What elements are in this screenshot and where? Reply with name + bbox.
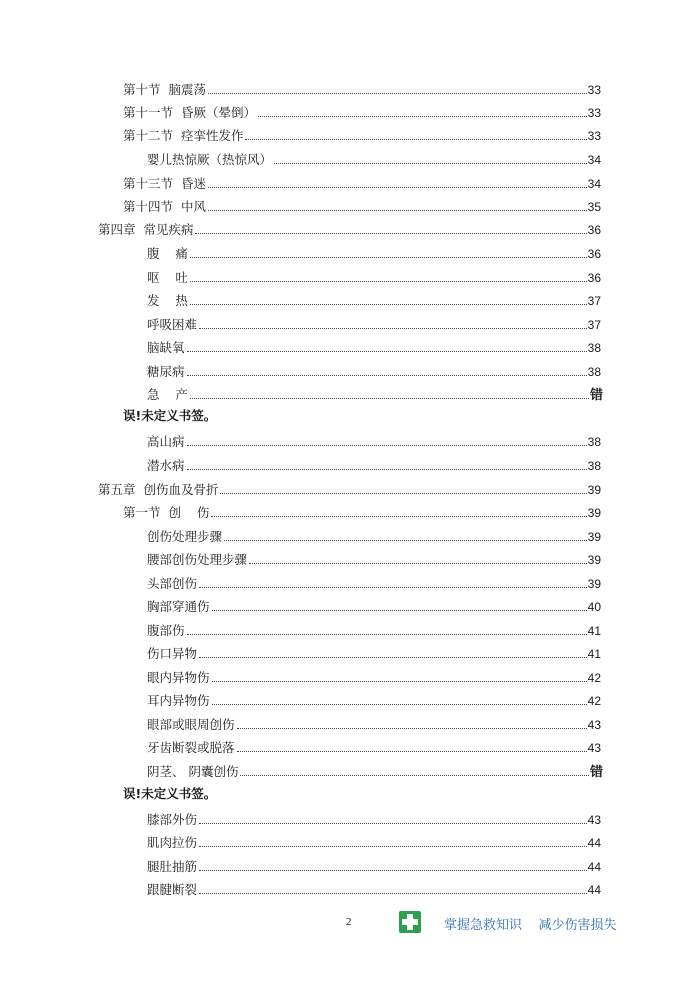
toc-entry-page: 39	[587, 553, 601, 567]
toc-entry[interactable]	[147, 289, 601, 309]
toc-entry-label: 牙齿断裂或脱落	[147, 740, 235, 755]
leader-dots	[199, 586, 587, 588]
toc-entry-page: 37	[587, 318, 601, 332]
leader-dots	[199, 656, 587, 658]
leader-dots	[187, 374, 587, 376]
toc-entry-page: 39	[587, 577, 601, 591]
toc-entry-label: 耳内异物伤	[147, 693, 210, 708]
toc-entry-page: 33	[587, 129, 601, 143]
toc-entry[interactable]	[123, 172, 601, 192]
toc-entry-label: 第五章 创伤血及骨折	[98, 482, 219, 497]
toc-entry-page: 43	[587, 741, 601, 755]
toc-entry-page: 34	[587, 177, 601, 191]
leader-dots	[211, 515, 586, 517]
leader-dots	[199, 327, 587, 329]
toc-entry-label: 潜水病	[147, 458, 185, 473]
page-number: 2	[346, 916, 352, 928]
toc-entry-label: 第十节 脑震荡	[123, 82, 206, 97]
toc-entry-label: 发 热	[147, 293, 188, 308]
leader-dots	[274, 162, 587, 164]
leader-dots	[187, 444, 587, 446]
toc-entry-page: 33	[587, 83, 601, 97]
toc-entry-page: 错	[589, 387, 603, 402]
toc-entry-page: 36	[587, 223, 601, 237]
toc-entry[interactable]	[147, 383, 603, 403]
bookmark-error-text: 误!未定义书签。	[123, 408, 217, 423]
toc-entry-page: 44	[587, 883, 601, 897]
toc-entry[interactable]	[147, 360, 601, 380]
toc-entry[interactable]	[147, 148, 601, 168]
toc-entry-label: 第十一节 昏厥（晕倒）	[123, 105, 256, 120]
toc-entry-label: 腹 痛	[147, 246, 188, 261]
toc-entry-page: 44	[587, 836, 601, 850]
leader-dots	[240, 774, 589, 776]
toc-entry-page: 38	[587, 435, 601, 449]
toc-entry-label: 呕 吐	[147, 270, 188, 285]
toc-entry-page: 35	[587, 200, 601, 214]
leader-dots	[190, 256, 587, 258]
leader-dots	[208, 209, 587, 211]
toc-entry-page: 36	[587, 271, 601, 285]
leader-dots	[199, 869, 587, 871]
toc-entry-label: 创伤处理步骤	[147, 529, 223, 544]
leader-dots	[190, 280, 587, 282]
toc-entry[interactable]	[147, 548, 601, 568]
toc-entry-label: 伤口异物	[147, 646, 198, 661]
toc-entry-page: 43	[587, 813, 601, 827]
toc-entry-label: 呼吸困难	[147, 317, 198, 332]
toc-entry[interactable]	[147, 572, 601, 592]
toc-entry[interactable]	[147, 878, 601, 898]
leader-dots	[258, 115, 587, 117]
toc-entry[interactable]	[147, 336, 601, 356]
toc-entry[interactable]	[147, 808, 601, 828]
toc-entry-label: 第一节 创 伤	[123, 505, 210, 520]
toc-entry-label: 第四章 常见疾病	[98, 222, 194, 237]
toc-entry[interactable]	[147, 689, 601, 709]
leader-dots	[190, 397, 589, 399]
toc-entry-label: 第十三节 昏迷	[123, 176, 206, 191]
toc-entry[interactable]	[98, 478, 601, 498]
toc-entry-page: 44	[587, 860, 601, 874]
toc-entry[interactable]	[123, 124, 601, 144]
toc-entry[interactable]	[147, 430, 601, 450]
toc-entry-page: 38	[587, 459, 601, 473]
toc-entry-label: 腰部创伤处理步骤	[147, 552, 248, 567]
toc-entry-label: 眼内异物伤	[147, 670, 210, 685]
toc-entry-label: 婴儿热惊厥（热惊风）	[147, 152, 273, 167]
toc-entry[interactable]	[147, 760, 603, 780]
toc-entry[interactable]	[147, 619, 601, 639]
leader-dots	[199, 822, 587, 824]
toc-entry-label: 胸部穿通伤	[147, 599, 210, 614]
toc-entry[interactable]	[147, 666, 601, 686]
toc-entry-page: 41	[587, 624, 601, 638]
leader-dots	[224, 539, 587, 541]
toc-entry-label: 阴茎、 阴囊创伤	[147, 764, 239, 779]
leader-dots	[208, 186, 587, 188]
toc-entry-page: 39	[587, 483, 601, 497]
leader-dots	[195, 232, 586, 234]
toc-entry-label: 急 产	[147, 387, 188, 402]
toc-entry-label: 膝部外伤	[147, 812, 198, 827]
toc-entry[interactable]	[147, 525, 601, 545]
leader-dots	[237, 727, 587, 729]
leader-dots	[187, 350, 587, 352]
toc-entry-label: 跟腱断裂	[147, 882, 198, 897]
leader-dots	[199, 845, 587, 847]
toc-entry-page: 42	[587, 671, 601, 685]
toc-entry[interactable]	[147, 595, 601, 615]
toc-entry-label: 糖尿病	[147, 364, 185, 379]
toc-entry-page: 38	[587, 365, 601, 379]
toc-entry-page: 38	[587, 341, 601, 355]
toc-entry-page: 39	[587, 530, 601, 544]
toc-entry[interactable]	[147, 454, 601, 474]
toc-entry[interactable]	[123, 501, 601, 521]
leader-dots	[249, 562, 587, 564]
toc-entry-label: 脑缺氧	[147, 340, 185, 355]
toc-entry-page: 错	[589, 764, 603, 779]
leader-dots	[190, 303, 587, 305]
toc-entry-page: 34	[587, 153, 601, 167]
leader-dots	[212, 703, 587, 705]
toc-entry[interactable]	[123, 78, 601, 98]
toc-entry[interactable]	[147, 855, 601, 875]
toc-entry[interactable]	[123, 195, 601, 215]
first-aid-cross-icon	[399, 911, 421, 933]
toc-entry-page: 36	[587, 247, 601, 261]
toc-entry-label: 头部创伤	[147, 576, 198, 591]
toc-entry[interactable]	[147, 736, 601, 756]
bookmark-error-text: 误!未定义书签。	[123, 786, 217, 801]
leader-dots	[220, 492, 586, 494]
toc-entry[interactable]	[123, 101, 601, 121]
toc-entry-label: 高山病	[147, 434, 185, 449]
toc-entry[interactable]	[147, 266, 601, 286]
leader-dots	[199, 892, 587, 894]
leader-dots	[208, 92, 587, 94]
toc-entry-label: 肌肉拉伤	[147, 835, 198, 850]
toc-entry[interactable]	[147, 313, 601, 333]
toc-entry[interactable]	[147, 242, 601, 262]
toc-entry-page: 37	[587, 294, 601, 308]
footer-slogan: 掌握急救知识 减少伤害损失	[444, 918, 617, 933]
leader-dots	[237, 750, 587, 752]
leader-dots	[187, 468, 587, 470]
leader-dots	[212, 609, 587, 611]
toc-entry[interactable]	[147, 831, 601, 851]
leader-dots	[245, 138, 586, 140]
toc-entry-label: 第十二节 痉挛性发作	[123, 128, 244, 143]
toc-entry[interactable]	[98, 218, 601, 238]
toc-entry[interactable]	[147, 713, 601, 733]
toc-entry-label: 眼部或眼周创伤	[147, 717, 235, 732]
leader-dots	[187, 633, 587, 635]
toc-entry-page: 42	[587, 694, 601, 708]
toc-entry-label: 第十四节 中风	[123, 199, 206, 214]
toc-entry-page: 43	[587, 718, 601, 732]
toc-entry-page: 40	[587, 600, 601, 614]
toc-entry-label: 腿肚抽筋	[147, 859, 198, 874]
toc-entry-page: 39	[587, 506, 601, 520]
toc-entry-page: 33	[587, 106, 601, 120]
toc-entry-label: 腹部伤	[147, 623, 185, 638]
leader-dots	[212, 680, 587, 682]
toc-entry[interactable]	[147, 642, 601, 662]
cross-horizontal-bar	[402, 919, 418, 925]
toc-entry-page: 41	[587, 647, 601, 661]
